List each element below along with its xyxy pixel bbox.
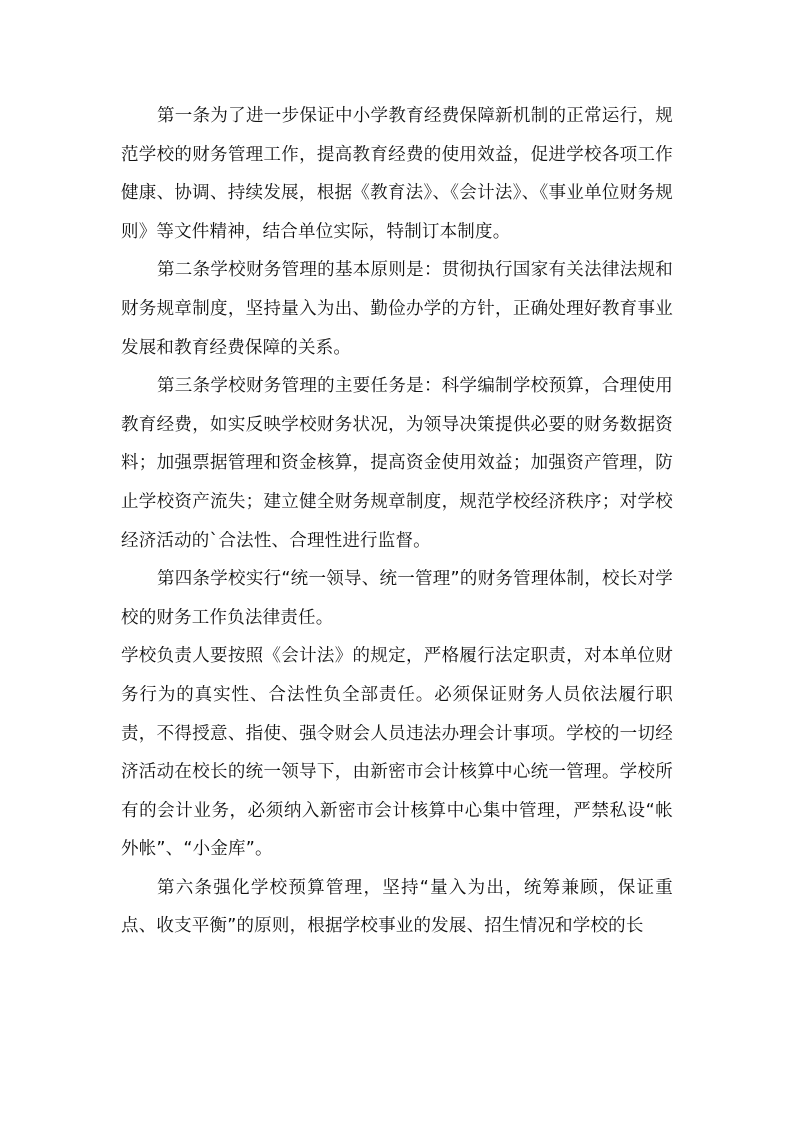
document-body: [121, 97, 673, 946]
paragraph-article-1: 第一条为了进一步保证中小学教育经费保障新机制的正常运行，规范学校的财务管理工作，提高教育经费的使用效益，促进学校各项工作健康、协调、持续发展，根据《教育法》、《会计法》、《事业单位财务规则》等文件精神，结合单位实际，特制订本制度。: [121, 106, 673, 242]
paragraph-article-2: 第二条学校财务管理的基本原则是：贯彻执行国家有关法律法规和财务规章制度，坚持量入为出、勤俭办学的方针，正确处理好教育事业发展和教育经费保障的关系。: [121, 260, 673, 358]
paragraph-article-4: 第四条学校实行“统一领导、统一管理”的财务管理体制，校长对学校的财务工作负法律责任。: [121, 569, 673, 628]
paragraph-principal-duties: 学校负责人要按照《会计法》的规定，严格履行法定职责，对本单位财务行为的真实性、合法性负全部责任。必须保证财务人员依法履行职责，不得授意、指使、强令财会人员违法办理会计事项。学校的一切经济活动在校长的统一领导下，由新密市会计核算中心统一管理。学校所有的会计业务，必须纳入新密市会计核算中心集中管理，严禁私设“帐外帐”、“小金库”。: [121, 646, 673, 860]
paragraph-article-3: 第三条学校财务管理的主要任务是：科学编制学校预算，合理使用教育经费，如实反映学校财务状况，为领导决策提供必要的财务数据资料；加强票据管理和资金核算，提高资金使用效益；加强资产管理，防止学校资产流失；建立健全财务规章制度，规范学校经济秩序；对学校经济活动的`合法性、合理性进行监督。: [121, 376, 673, 551]
paragraph-article-6: 第六条强化学校预算管理，坚持“量入为出，统筹兼顾，保证重点、收支平衡”的原则，根据学校事业的发展、招生情况和学校的长: [121, 877, 673, 937]
